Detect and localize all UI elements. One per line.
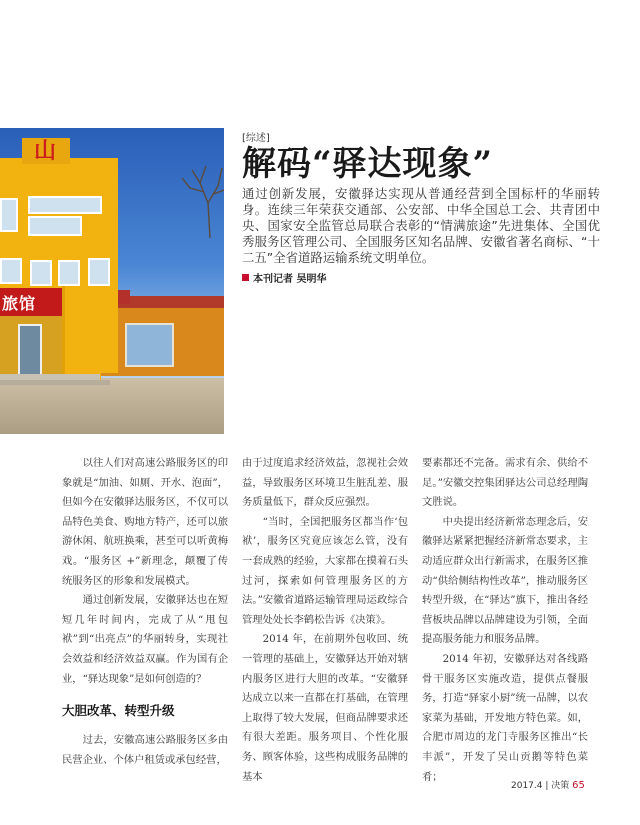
paragraph: 要素都还不完备。需求有余、供给不足。”安徽交控集团驿达公司总经理陶文胜说。 [422, 457, 588, 509]
paragraph: 由于过度追求经济效益，忽视社会效益，导致服务区环境卫生脏乱差、服务质量低下，群众反应强烈。 [242, 457, 408, 509]
body-column-2 [242, 454, 408, 787]
paragraph: 过去，安徽高速公路服务区多由民营企业、个体户租赁或承包经营， [62, 734, 228, 766]
article-title: 解码“驿达现象” [242, 144, 494, 184]
service-area-photo [0, 128, 224, 434]
paragraph: 通过创新发展，安徽驿达也在短短几年时间内，完成了从“甩包袱”到“出亮点”的华丽转身，实现社会效益和经济效益双赢。作为国有企业，“驿达现象”是如何创造的？ [62, 594, 228, 685]
section-tag: [综述] [242, 133, 270, 144]
issue-label: 2017.4 | 决策 [511, 781, 570, 791]
paragraph: 2014 年初，安徽驿达对各线路骨干服务区实施改造，提供点餐服务，打造“驿家小厨”统一品牌，以农家菜为基础，开发地方特色菜。如，合肥市周边的龙门寺服务区推出“长丰派”，开发了吴山贡鹅等特色菜肴； [422, 652, 588, 783]
byline-text: 本刊记者 吴明华 [253, 274, 327, 285]
page-number: 65 [572, 780, 585, 791]
article-lead: 通过创新发展，安徽驿达实现从普通经营到全国标杆的华丽转身。连续三年荣获交通部、公安部、中华全国总工会、共青团中央、国家安全监管总局联合表彰的“情满旅途”先进集体、全国优秀服务区管理公司、全国服务区知名品牌、安徽省著名商标、“十二五”全省道路运输系统文明单位。 [242, 186, 600, 265]
paragraph: 以往人们对高速公路服务区的印象就是“加油、如厕、开水、泡面”，但如今在安徽驿达服务区，不仅可以品特色美食、购地方特产，还可以旅游休闲、航班换乘，甚至可以听黄梅戏。“服务区 +”新理念，颠覆了传统服务区的形象和发展模式。 [62, 457, 228, 587]
byline-marker-icon [242, 274, 249, 281]
paragraph: 2014 年，在前期外包收回、统一管理的基础上，安徽驿达开始对辖内服务区进行大胆的改革。“安徽驿达成立以来一直都在打基础，在管理上取得了较大发展，但商品牌要求还有很大差距。服务项目、个性化服务、顾客体验，这些构成服务品牌的基本 [242, 633, 408, 783]
building-sign-text: 旅馆 [2, 294, 37, 313]
page-footer [511, 778, 585, 791]
section-heading: 大胆改革、转型升级 [62, 703, 175, 719]
body-column-1 [62, 454, 228, 770]
paragraph: 中央提出经济新常态理念后，安徽驿达紧紧把握经济新常态要求，主动适应群众出行新需求，在服务区推动“供给侧结构性改革”，推动服务区转型升级，在“驿达”旗下，推出各经营板块品牌以品牌建设为引领，全面提高服务能力和服务品牌。 [422, 515, 588, 646]
body-column-3 [422, 454, 588, 787]
tree-branches [170, 158, 224, 238]
byline [242, 270, 326, 285]
roof-sign-text: 山 [34, 139, 57, 164]
paragraph: “当时，全国把服务区都当作‘包袱’，服务区究竟应该怎么管，没有一套成熟的经验，大家都在摸着石头过河，探索如何管理服务区的方法。”安徽省道路运输管理局运政综合管理处处长李鹤松告诉《决策》。 [242, 515, 408, 626]
